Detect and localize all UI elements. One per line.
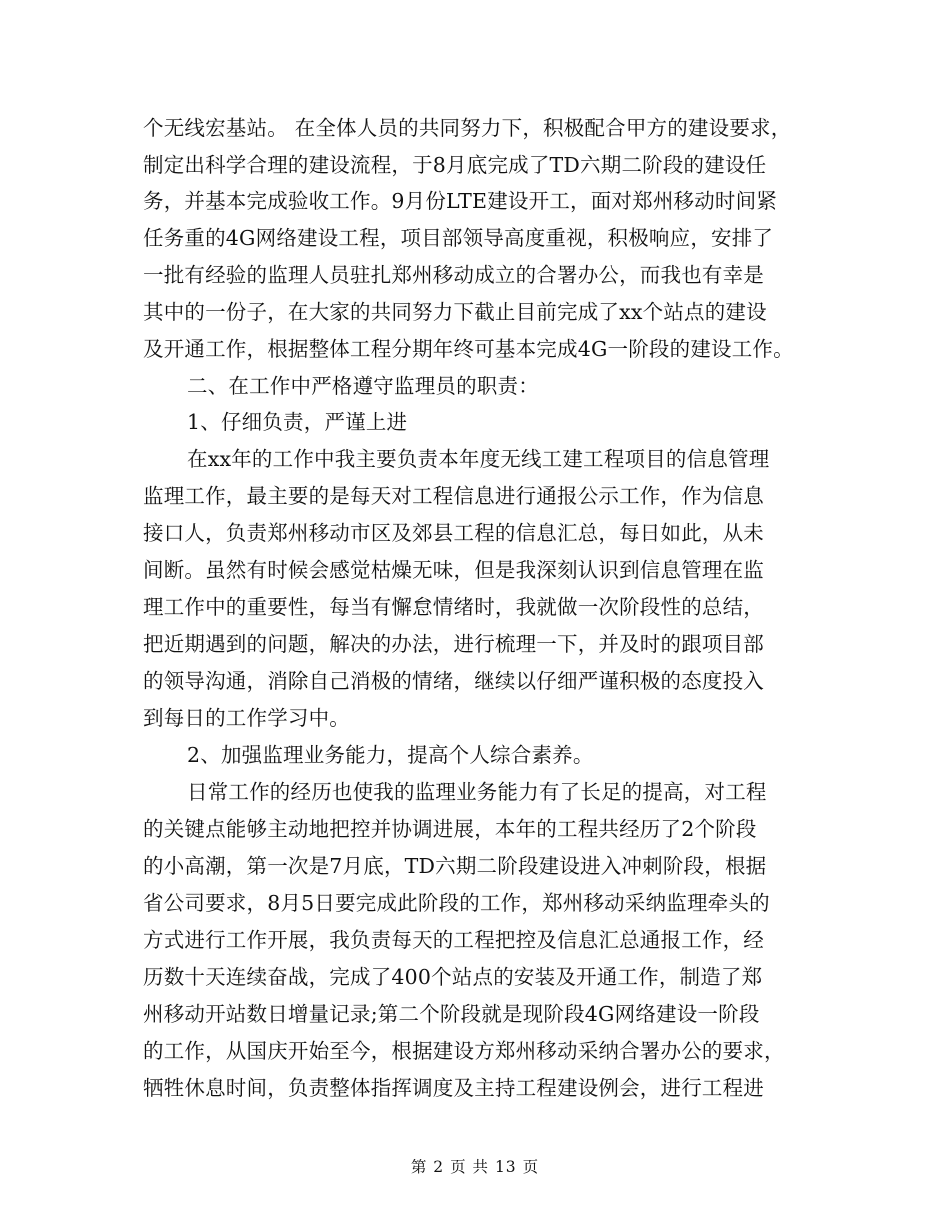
body-line: 制定出科学合理的建设流程，于8月底完成了TD六期二阶段的建设任: [143, 153, 767, 177]
body-line: 省公司要求，8月5日要完成此阶段的工作，郑州移动采纳监理牵头的: [143, 891, 770, 915]
subsection-heading: 1、仔细负责，严谨上进: [187, 410, 408, 434]
section-heading: 二、在工作中严格遵守监理员的职责：: [187, 374, 539, 398]
body-line: 的领导沟通，消除自己消极的情绪，继续以仔细严谨积极的态度投入: [143, 669, 764, 693]
body-line: 历数十天连续奋战，完成了400个站点的安装及开通工作，制造了郑: [143, 965, 763, 989]
body-line: 方式进行工作开展，我负责每天的工程把控及信息汇总通报工作，经: [143, 928, 764, 952]
subsection-heading: 2、加强监理业务能力，提高个人综合素养。: [187, 743, 594, 767]
page-number-footer: 第 2 页 共 13 页: [410, 1158, 540, 1176]
body-line: 监理工作，最主要的是每天对工程信息进行通报公示工作，作为信息: [143, 484, 764, 508]
body-line: 的小高潮，第一次是7月底，TD六期二阶段建设进入冲刺阶段，根据: [143, 854, 767, 878]
body-line: 的关键点能够主动地把控并协调进展，本年的工程共经历了2个阶段: [143, 817, 757, 841]
body-line: 个无线宏基站。 在全体人员的共同努力下，积极配合甲方的建设要求，: [143, 116, 792, 140]
body-line: 务，并基本完成验收工作。9月份LTE建设开工，面对郑州移动时间紧: [143, 189, 778, 213]
body-line: 接口人，负责郑州移动市区及郊县工程的信息汇总，每日如此，从未: [143, 521, 764, 545]
body-line: 的工作，从国庆开始至今，根据建设方郑州移动采纳合署办公的要求，: [143, 1039, 785, 1063]
body-line: 任务重的4G网络建设工程，项目部领导高度重视，积极响应，安排了: [143, 226, 774, 250]
body-line: 理工作中的重要性，每当有懈怠情绪时，我就做一次阶段性的总结，: [143, 595, 764, 619]
body-line: 州移动开站数日增量记录;第二个阶段就是现阶段4G网络建设一阶段: [143, 1002, 760, 1026]
body-line: 把近期遇到的问题，解决的办法，进行梳理一下，并及时的跟项目部: [143, 632, 764, 656]
body-line: 牺牲休息时间，负责整体指挥调度及主持工程建设例会，进行工程进: [143, 1076, 764, 1100]
body-line: 一批有经验的监理人员驻扎郑州移动成立的合署办公，而我也有幸是: [143, 263, 764, 287]
body-line: 间断。虽然有时候会感觉枯燥无味，但是我深刻认识到信息管理在监: [143, 558, 764, 582]
body-line: 到每日的工作学习中。: [143, 706, 350, 730]
body-line: 及开通工作，根据整体工程分期年终可基本完成4G一阶段的建设工作。: [143, 337, 794, 361]
body-line: 在xx年的工作中我主要负责本年度无线工建工程项目的信息管理: [187, 447, 770, 471]
body-line: 其中的一份子，在大家的共同努力下截止目前完成了xx个站点的建设: [143, 300, 767, 324]
body-line: 日常工作的经历也使我的监理业务能力有了长足的提高，对工程: [187, 780, 767, 804]
